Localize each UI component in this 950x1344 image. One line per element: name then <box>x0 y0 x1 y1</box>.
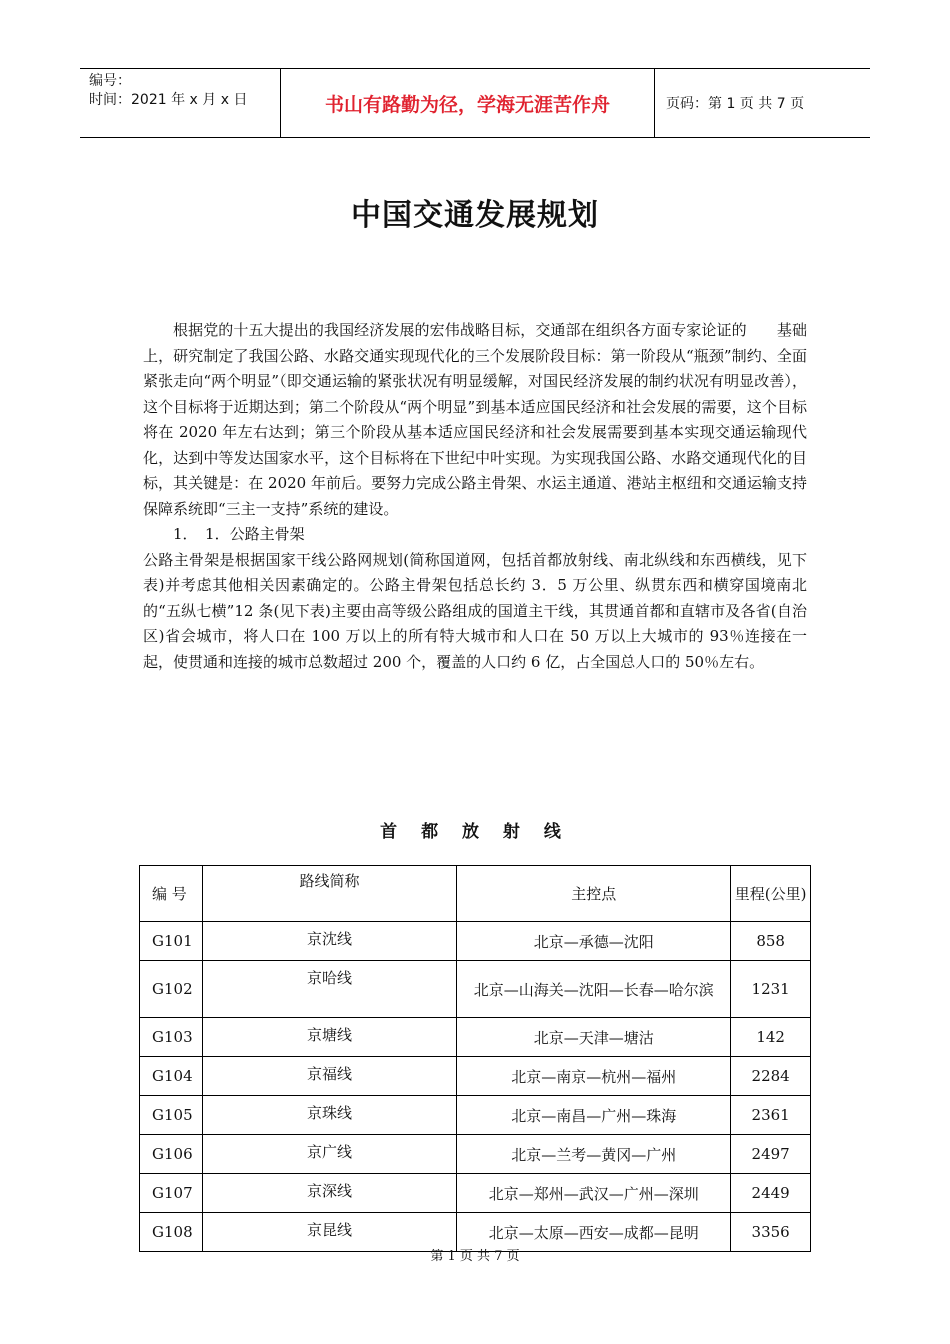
route-control: 北京—郑州—武汉—广州—深圳 <box>457 1174 731 1213</box>
route-name: 京塘线 <box>202 1018 456 1057</box>
route-mileage: 2449 <box>731 1174 811 1213</box>
table-row <box>140 1174 811 1213</box>
route-code: G102 <box>140 961 203 1018</box>
route-control: 北京—兰考—黄冈—广州 <box>457 1135 731 1174</box>
route-control: 北京—天津—塘沽 <box>457 1018 731 1057</box>
route-control: 北京—南京—杭州—福州 <box>457 1057 731 1096</box>
route-mileage: 1231 <box>731 961 811 1018</box>
table-row <box>140 1018 811 1057</box>
header-control: 主控点 <box>457 866 731 922</box>
route-name: 京广线 <box>202 1135 456 1174</box>
route-mileage: 2284 <box>731 1057 811 1096</box>
header-motto: 书山有路勤为径，学海无涯苦作舟 <box>281 69 655 137</box>
table-row <box>140 1057 811 1096</box>
route-code: G105 <box>140 1096 203 1135</box>
route-code: G103 <box>140 1018 203 1057</box>
route-name: 京昆线 <box>202 1213 456 1252</box>
table-row <box>140 922 811 961</box>
route-control: 北京—太原—西安—成都—昆明 <box>457 1213 731 1252</box>
route-name: 京沈线 <box>202 922 456 961</box>
page-footer: 第 1 页 共 7 页 <box>430 1249 520 1264</box>
table-header-row <box>140 866 811 922</box>
header-code: 编 号 <box>140 866 203 922</box>
route-code: G106 <box>140 1135 203 1174</box>
header-name: 路线简称 <box>202 866 456 922</box>
number-label: 编号： <box>89 73 131 89</box>
table-row <box>140 1096 811 1135</box>
routes-table <box>139 865 811 1252</box>
header-meta-cell <box>80 69 281 137</box>
route-name: 京哈线 <box>202 961 456 1018</box>
time-label: 时间：2021 年 x 月 x 日 <box>89 92 248 108</box>
table-row <box>140 1135 811 1174</box>
document-title: 中国交通发展规划 <box>351 198 599 233</box>
route-control: 北京—承德—沈阳 <box>457 922 731 961</box>
route-code: G101 <box>140 922 203 961</box>
route-code: G107 <box>140 1174 203 1213</box>
route-mileage: 858 <box>731 922 811 961</box>
route-code: G104 <box>140 1057 203 1096</box>
table-row <box>140 961 811 1018</box>
route-code: G108 <box>140 1213 203 1252</box>
route-control: 北京—山海关—沈阳—长春—哈尔滨 <box>457 961 731 1018</box>
route-mileage: 142 <box>731 1018 811 1057</box>
route-control: 北京—南昌—广州—珠海 <box>457 1096 731 1135</box>
paragraph-intro: 根据党的十五大提出的我国经济发展的宏伟战略目标，交通部在组织各方面专家论证的 基础上，研究制定了我国公路、水路交通实现现代化的三个发展阶段目标：第一阶段从“瓶颈”制约、全面紧张走向“两个明显”（即交通运输的紧张状况有明显缓解，对国民经济发展的制约状况有明显改善），这个目标将于近期达到；第二个阶段从“两个明显”到基本适应国民经济和社会发展的需要，这个目标将在 2020 年左右达到；第三个阶段从基本适应国民经济和社会发展需要到基本实现交通运输现代化，达到中等发达国家水平，这个目标将在下世纪中叶实现。为实现我国公路、水路交通现代化的目标，其关键是：在 2020 年前后。要努力完成公路主骨架、水运主通道、港站主枢纽和交通运输支持保障系统即“三主一支持”系统的建设。 <box>143 321 807 518</box>
table-title: 首 都 放 射 线 <box>380 822 570 842</box>
header-mileage: 里程(公里) <box>731 866 811 922</box>
route-mileage: 2361 <box>731 1096 811 1135</box>
route-name: 京深线 <box>202 1174 456 1213</box>
paragraph-highway: 公路主骨架是根据国家干线公路网规划(简称国道网，包括首都放射线、南北纵线和东西横线，见下表)并考虑其他相关因素确定的。公路主骨架包括总长约 3．5 万公里、纵贯东西和横穿国境南北的“五纵七横”12 条(见下表)主要由高等级公路组成的国道主干线，其贯通首都和直辖市及各省(自治区)省会城市，将人口在 100 万以上的所有特大城市和人口在 50 万以上大城市的 93％连接在一起，使贯通和连接的城市总数超过 200 个，覆盖的人口约 6 亿，占全国总人口的 50％左右。 <box>143 550 807 671</box>
route-name: 京福线 <box>202 1057 456 1096</box>
header-page-number: 页码：第 1 页 共 7 页 <box>666 96 805 112</box>
route-mileage: 2497 <box>731 1135 811 1174</box>
section-heading: 1． 1．公路主骨架 <box>173 525 305 543</box>
body-text <box>143 318 807 675</box>
route-mileage: 3356 <box>731 1213 811 1252</box>
route-name: 京珠线 <box>202 1096 456 1135</box>
page-header <box>80 68 870 138</box>
